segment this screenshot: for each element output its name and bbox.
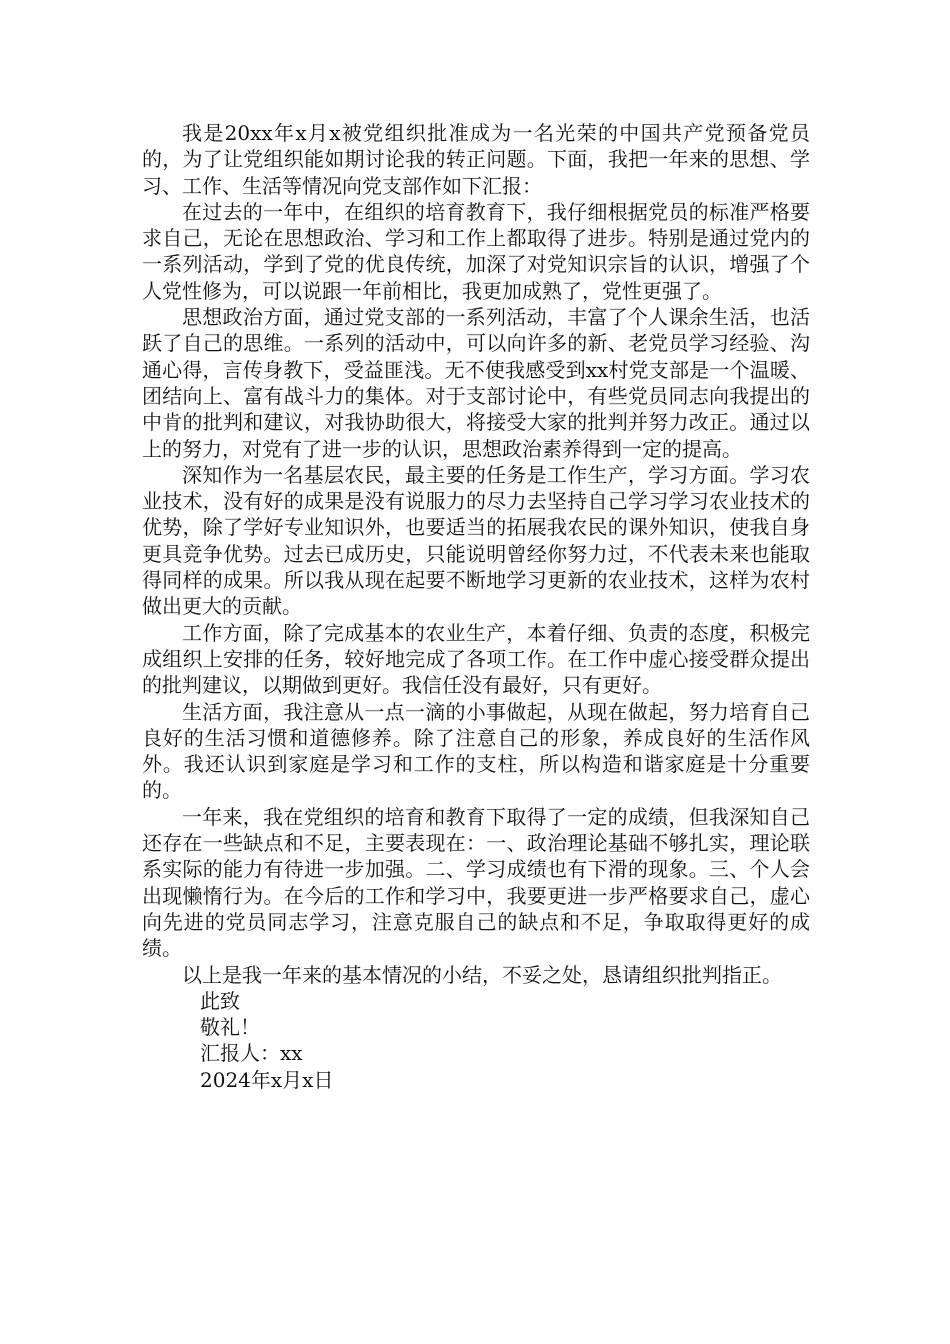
paragraph-summary: 以上是我一年来的基本情况的小结，不妥之处，恳请组织批判指正。 — [182, 962, 782, 987]
report-date: 2024年x月x日 — [200, 1067, 334, 1092]
paragraph-overview: 在过去的一年中，在组织的培育教育下，我仔细根据党员的标准严格要求自己，无论在思想政治、学习和工作上都取得了进步。特别是通过党内的一系列活动，学到了党的优良传统，加深了对党知识宗旨的认识，增强了个人党性修为，可以说跟一年前相比，我更加成熟了，党性更强了。 — [142, 199, 810, 303]
paragraph-life: 生活方面，我注意从一点一滴的小事做起，从现在做起，努力培育自己良好的生活习惯和道德修养。除了注意自己的形象，养成良好的生活作风外。我还认识到家庭是学习和工作的支柱，所以构造和谐家庭是十分重要的。 — [142, 699, 810, 803]
closing-regards: 敬礼！ — [200, 1015, 260, 1040]
paragraph-work: 工作方面，除了完成基本的农业生产，本着仔细、负责的态度，积极完成组织上安排的任务，较好地完成了各项工作。在工作中虚心接受群众提出的批判建议，以期做到更好。我信任没有最好，只有更好。 — [142, 620, 810, 698]
paragraph-intro: 我是20xx年x月x被党组织批准成为一名光荣的中国共产党预备党员的，为了让党组织能如期讨论我的转正问题。下面，我把一年来的思想、学习、工作、生活等情况向党支部作如下汇报： — [142, 121, 810, 198]
closing-salutation: 此致 — [200, 988, 240, 1013]
paragraph-shortcomings: 一年来，我在党组织的培育和教育下取得了一定的成绩，但我深知自己还存在一些缺点和不足，主要表现在：一、政治理论基础不够扎实，理论联系实际的能力有待进一步加强。二、学习成绩也有下滑的现象。三、个人会出现懒惰行为。在今后的工作和学习中，我要更进一步严格要求自己，虚心向先进的党员同志学习，注意克服自己的缺点和不足，争取取得更好的成绩。 — [142, 804, 810, 961]
report-body — [142, 120, 810, 1093]
paragraph-political-thought: 思想政治方面，通过党支部的一系列活动，丰富了个人课余生活，也活跃了自己的思维。一系列的活动中，可以向许多的新、老党员学习经验、沟通心得，言传身教下，受益匪浅。无不使我感受到xx村党支部是一个温暖、团结向上、富有战斗力的集体。对于支部讨论中，有些党员同志向我提出的中肯的批判和建议，对我协助很大，将接受大家的批判并努力改正。通过以上的努力，对党有了进一步的认识，思想政治素养得到一定的提高。 — [142, 305, 810, 461]
reporter-name: 汇报人：xx — [200, 1041, 303, 1066]
paragraph-study: 深知作为一名基层农民，最主要的任务是工作生产，学习方面。学习农业技术，没有好的成果是没有说服力的尽力去坚持自己学习学习农业技术的优势，除了学好专业知识外，也要适当的拓展我农民的课外知识，使我自身更具竞争优势。过去已成历史，只能说明曾经你努力过，不代表未来也能取得同样的成果。所以我从现在起要不断地学习更新的农业技术，这样为农村做出更大的贡献。 — [142, 462, 810, 619]
